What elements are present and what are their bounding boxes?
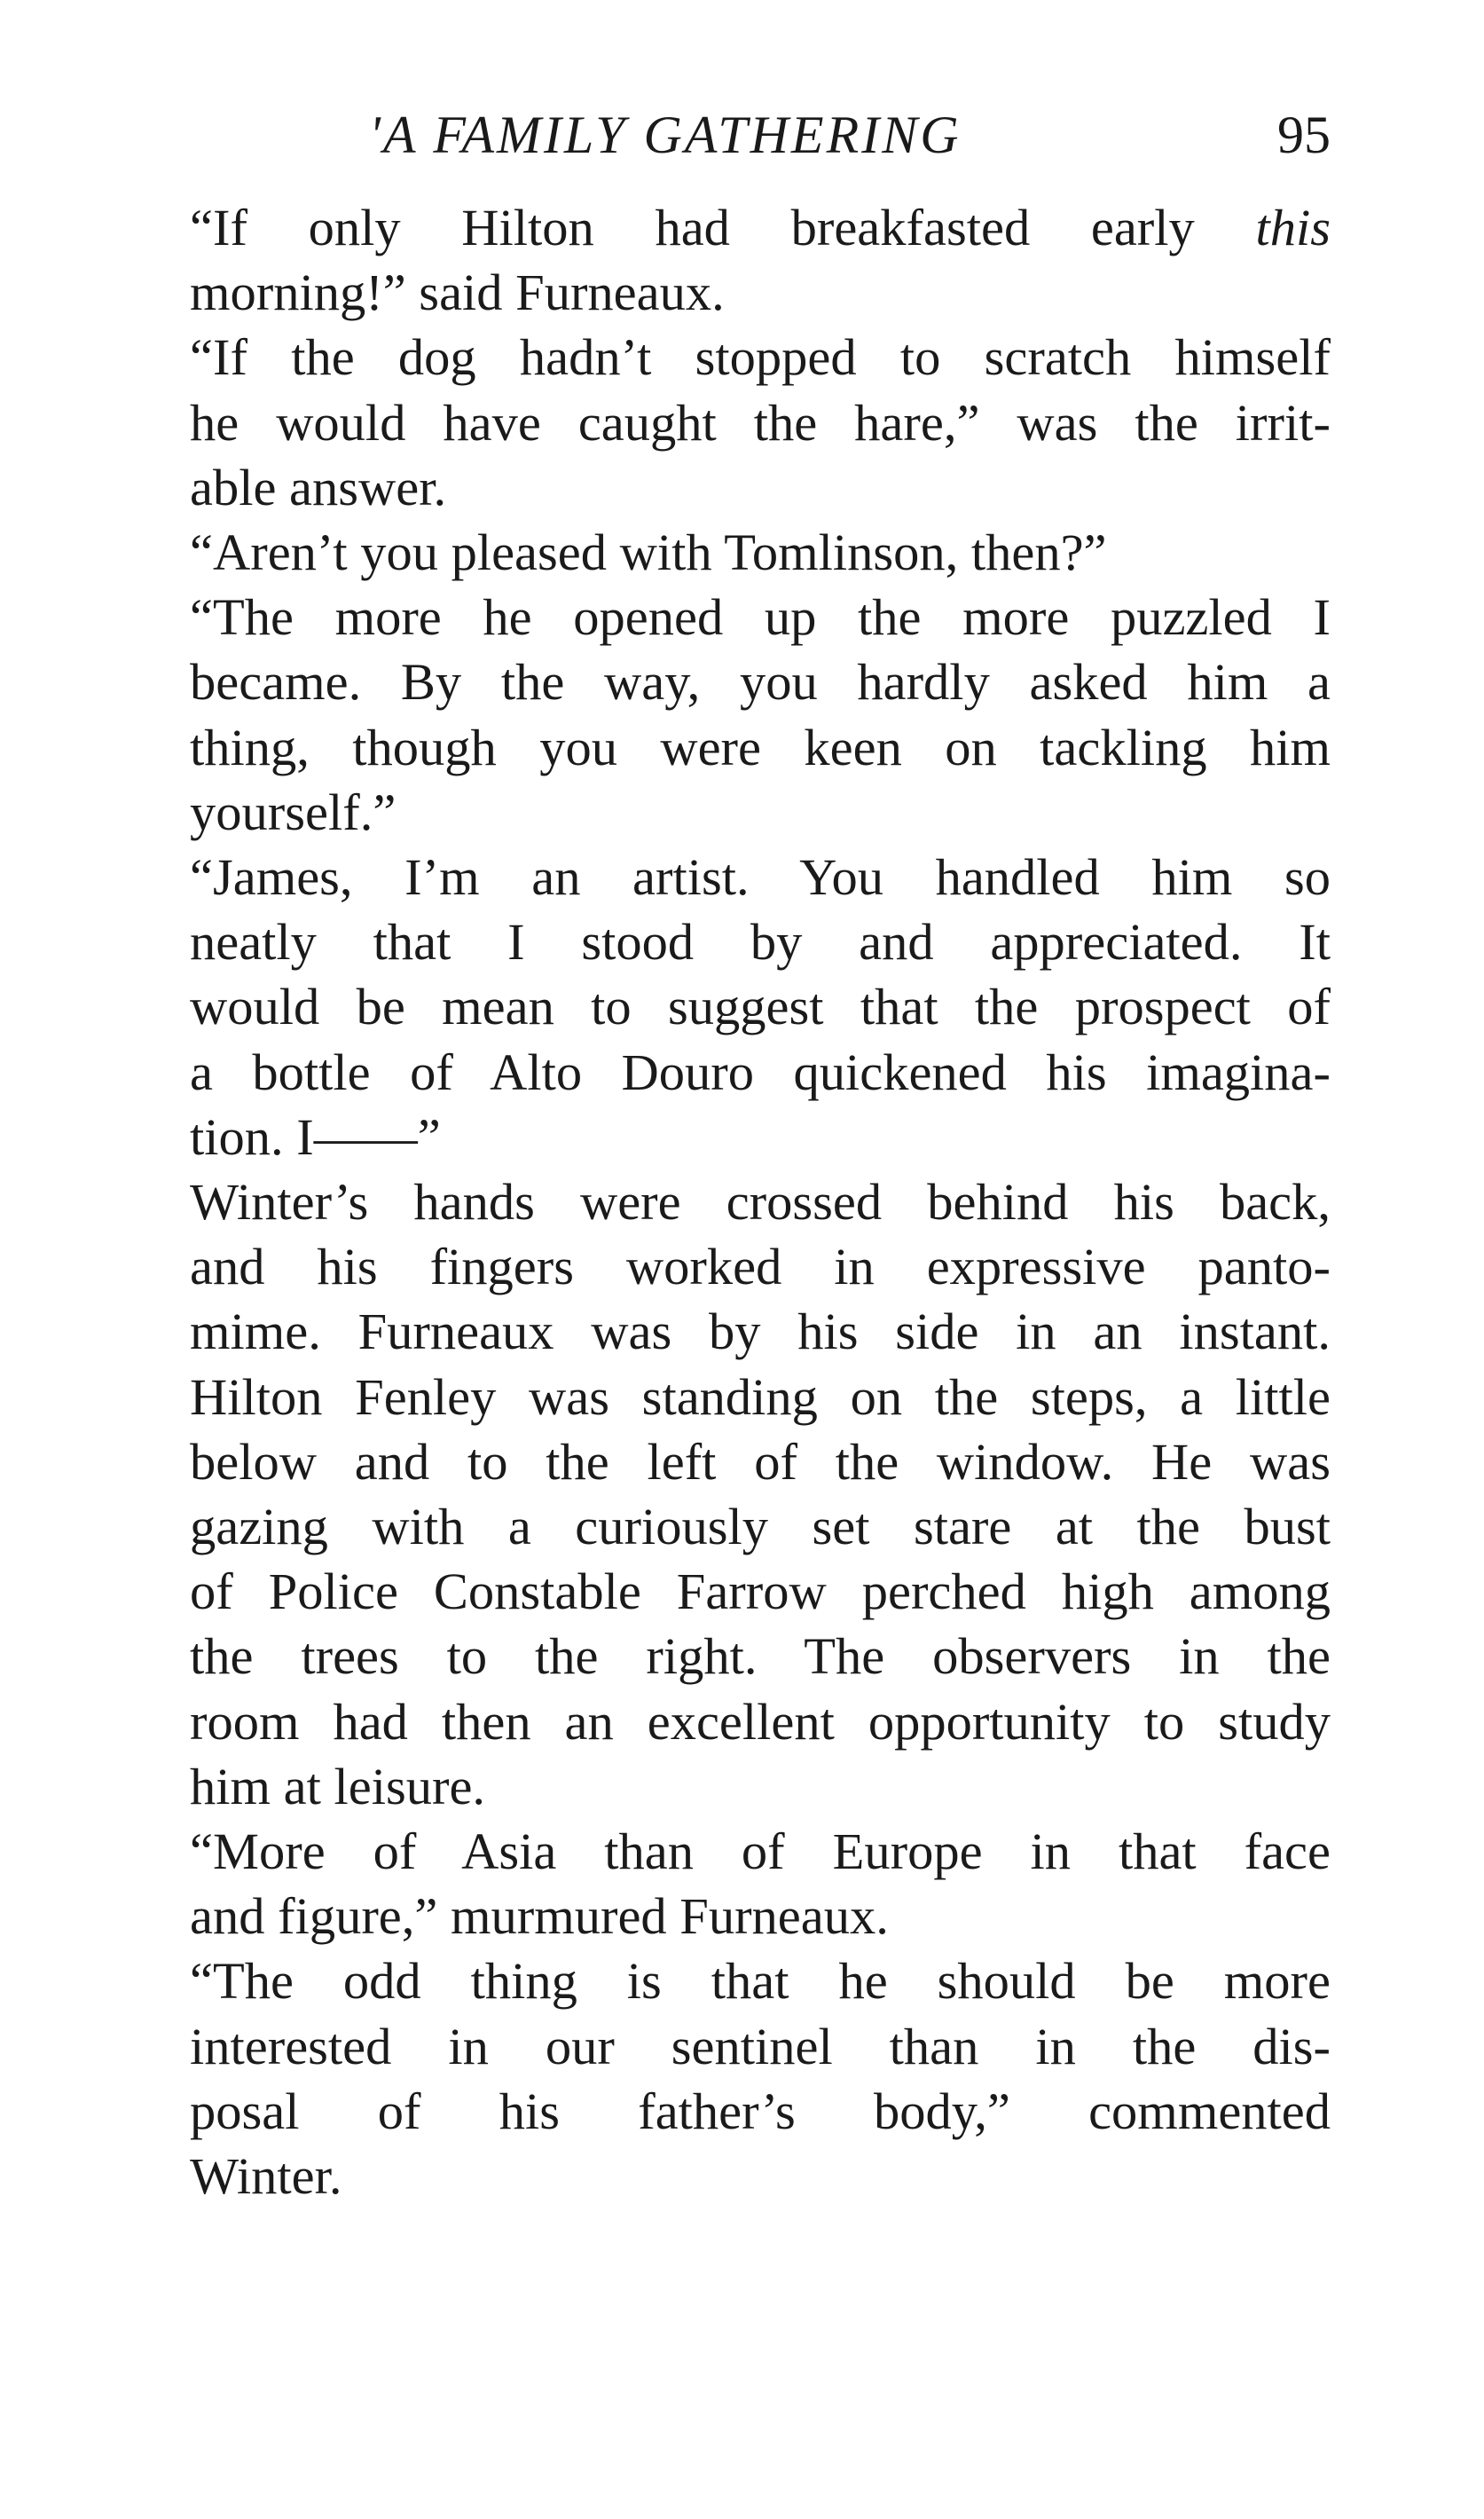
text-line: and figure,” murmured Furneaux. xyxy=(190,1887,889,1946)
text-line: the trees to the right. The observers in the xyxy=(190,1627,1331,1686)
text-line: morning!” said Furneaux. xyxy=(190,264,725,322)
text-line: Hilton Fenley was standing on the steps, a little xyxy=(190,1367,1331,1426)
text-line: became. By the way, you hardly asked him a xyxy=(190,653,1331,712)
paragraph xyxy=(131,195,1331,325)
text-line: gazing with a curiously set stare at the bust xyxy=(190,1498,1331,1556)
text-line: would be mean to suggest that the prospect of xyxy=(190,978,1331,1036)
text-line: “More of Asia than of Europe in that face xyxy=(190,1822,1331,1881)
page-header xyxy=(131,99,1331,170)
page-number: 95 xyxy=(1277,106,1331,164)
text-line: he would have caught the hare,” was the irrit- xyxy=(190,393,1331,452)
paragraph xyxy=(131,1819,1331,1948)
text-line: “James, I’m an artist. You handled him so xyxy=(190,848,1331,907)
body-text xyxy=(131,195,1331,2208)
paragraph xyxy=(131,845,1331,1169)
text-line: tion. I——” xyxy=(190,1107,441,1166)
text-line: of Police Constable Farrow perched high among xyxy=(190,1563,1331,1621)
text-line: him at leisure. xyxy=(190,1757,486,1815)
text-line: able answer. xyxy=(190,458,447,516)
text-line: and his fingers worked in expressive panto- xyxy=(190,1238,1331,1296)
paragraph xyxy=(131,325,1331,520)
text-line: Winter. xyxy=(190,2147,342,2206)
text-line: below and to the left of the window. He was xyxy=(190,1432,1331,1491)
paragraph xyxy=(131,1169,1331,1819)
text-line: thing, though you were keen on tackling him xyxy=(190,718,1331,776)
text-line: mime. Furneaux was by his side in an instant. xyxy=(190,1303,1331,1361)
text-line: a bottle of Alto Douro quickened his imagina- xyxy=(190,1043,1331,1101)
running-head: 'A FAMILY GATHERING xyxy=(369,106,962,164)
text-line: neatly that I stood by and appreciated. It xyxy=(190,913,1331,972)
text-line: room had then an excellent opportunity to study xyxy=(190,1692,1331,1751)
paragraph xyxy=(131,520,1331,585)
text-line: “If the dog hadn’t stopped to scratch himself xyxy=(190,328,1331,387)
paragraph xyxy=(131,585,1331,845)
text-line: “Aren’t you pleased with Tomlinson, then?” xyxy=(190,523,1107,582)
text-line: interested in our sentinel than in the dis- xyxy=(190,2017,1331,2075)
text-line: yourself.” xyxy=(190,783,397,841)
text-line: Winter’s hands were crossed behind his back, xyxy=(190,1173,1331,1232)
paragraph xyxy=(131,1948,1331,2208)
text-line: “The more he opened up the more puzzled I xyxy=(190,588,1331,647)
text-line: “If only Hilton had breakfasted early this xyxy=(190,199,1331,256)
text-line: posal of his father’s body,” commented xyxy=(190,2082,1331,2140)
text-line: “The odd thing is that he should be more xyxy=(190,1952,1331,2011)
